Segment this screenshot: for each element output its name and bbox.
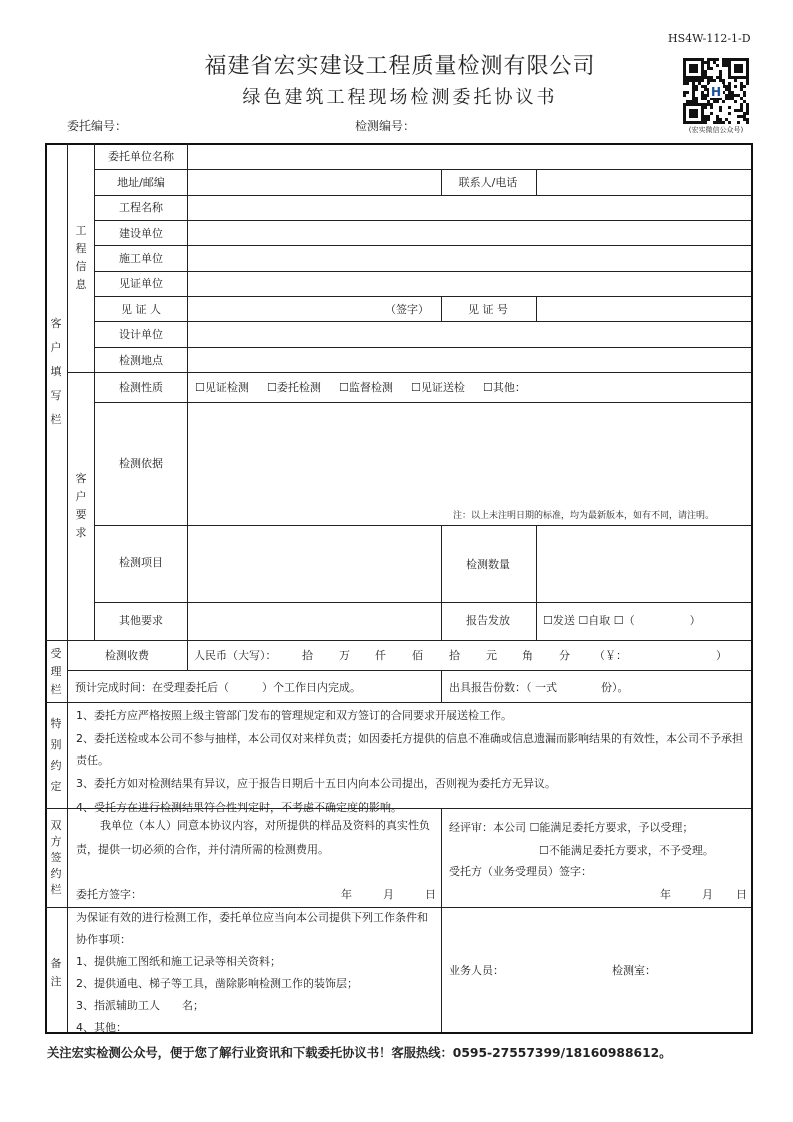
table-rule xyxy=(67,670,751,671)
year-label: 年 xyxy=(660,888,671,901)
table-rule xyxy=(94,402,751,403)
table-rule xyxy=(441,296,442,321)
signature-label: （签字） xyxy=(385,303,429,316)
review-accept[interactable]: 经评审：本公司 ☐能满足委托方要求，予以受理； xyxy=(449,821,694,834)
table-rule xyxy=(45,702,751,703)
witness-number-label: 见 证 号 xyxy=(468,303,508,316)
fee-unit: 元 xyxy=(486,649,497,662)
witness-unit-label: 见证单位 xyxy=(119,277,163,290)
designer-label: 设计单位 xyxy=(119,328,163,341)
table-rule xyxy=(536,525,537,640)
remarks-list xyxy=(76,907,436,1039)
report-copies: 出具报告份数：（ 一式 份）。 xyxy=(449,681,629,694)
report-delivery-label: 报告发放 xyxy=(466,614,510,627)
nature-option[interactable]: ☐委托检测 xyxy=(267,381,321,394)
nature-option[interactable]: ☐监督检测 xyxy=(339,381,393,394)
nature-option[interactable]: ☐见证检测 xyxy=(195,381,249,394)
staff-label: 业务人员： xyxy=(449,964,504,977)
table-rule xyxy=(94,602,751,603)
company-title: 福建省宏实建设工程质量检测有限公司 xyxy=(204,54,596,79)
table-rule xyxy=(94,245,751,246)
table-rule xyxy=(536,296,537,321)
term-item: 1、委托方应严格按照上级主管部门发布的管理规定和双方签订的合同要求开展送检工作。 xyxy=(76,709,512,722)
year-label: 年 xyxy=(341,888,352,901)
remark-item: 2、提供通电、梯子等工具，凿除影响检测工作的装饰层； xyxy=(76,977,358,990)
report-delivery-options[interactable]: ☐发送 ☐自取 ☐（ ） xyxy=(543,614,701,627)
completion-time: 预计完成时间：在受理委托后（ ）个工作日内完成。 xyxy=(75,681,361,694)
table-rule xyxy=(94,347,751,348)
table-rule xyxy=(94,271,751,272)
table-rule xyxy=(536,169,537,195)
table-rule xyxy=(187,143,188,640)
entrust-number-label: 委托编号： xyxy=(67,119,128,133)
nature-option[interactable]: ☐见证送检 xyxy=(411,381,465,394)
fee-unit: 角 xyxy=(522,649,533,662)
contact-label: 联系人/电话 xyxy=(458,176,518,189)
remark-item: 1、提供施工图纸和施工记录等相关资料； xyxy=(76,955,281,968)
fee-unit: 万 xyxy=(339,649,350,662)
qr-caption: (宏实微信公众号) xyxy=(688,126,744,134)
agent-sign-label: 受托方（业务受理员）签字： xyxy=(449,865,592,878)
section-label-acceptance: 受理栏 xyxy=(50,647,62,696)
location-label: 检测地点 xyxy=(119,354,163,367)
table-rule xyxy=(94,195,751,196)
fee-unit: 仟 xyxy=(375,649,386,662)
project-info-label: 工程信息 xyxy=(75,224,87,291)
term-item: 4、受托方在进行检测结果符合性判定时，不考虑不确定度的影响。 xyxy=(76,801,402,814)
table-rule xyxy=(94,143,95,640)
section-label-terms: 特别约定 xyxy=(50,717,62,793)
footer-hotline: 关注宏实检测公众号，便于您了解行业资讯和下载委托协议书！客服热线：0595-27557399/18160988612。 xyxy=(47,1046,672,1060)
table-rule xyxy=(94,321,751,322)
day-label: 日 xyxy=(736,888,747,901)
fee-figure: （￥： xyxy=(594,649,627,662)
fee-unit: 拾 xyxy=(302,649,313,662)
remarks-intro: 为保证有效的进行检测工作，委托单位应当向本公司提供下列工作条件和协作事项： xyxy=(76,911,428,946)
lab-label: 检测室： xyxy=(612,964,656,977)
owner-label: 建设单位 xyxy=(119,227,163,240)
basis-label: 检测依据 xyxy=(119,457,163,470)
table-rule xyxy=(67,372,751,373)
nature-option[interactable]: ☐其他： xyxy=(483,381,526,394)
section-label-remarks: 备注 xyxy=(50,957,62,988)
table-rule xyxy=(441,808,442,1032)
fee-close: ） xyxy=(716,649,727,662)
address-label: 地址/邮编 xyxy=(117,176,165,189)
table-rule xyxy=(441,169,442,195)
requirements-label: 客户要求 xyxy=(75,472,87,539)
table-rule xyxy=(45,640,751,641)
remark-item: 3、指派辅助工人 名； xyxy=(76,999,204,1012)
nature-label: 检测性质 xyxy=(119,381,163,394)
client-name-label: 委托单位名称 xyxy=(108,150,174,163)
basis-note: 注：以上未注明日期的标准，均为最新版本，如有不同，请注明。 xyxy=(453,511,715,521)
term-item: 3、委托方如对检测结果有异议，应于报告日期后十五日内向本公司提出，否则视为委托方无异议。 xyxy=(76,777,556,790)
fee-label: 检测收费 xyxy=(105,649,149,662)
table-rule xyxy=(94,220,751,221)
witness-label: 见 证 人 xyxy=(121,303,161,316)
fee-text: 人民币（大写）： xyxy=(194,649,277,662)
constructor-label: 施工单位 xyxy=(119,252,163,265)
qr-code-icon xyxy=(683,58,749,124)
month-label: 月 xyxy=(702,888,713,901)
table-rule xyxy=(441,525,442,640)
project-name-label: 工程名称 xyxy=(119,201,163,214)
fee-unit: 分 xyxy=(559,649,570,662)
form-title: 绿色建筑工程现场检测委托协议书 xyxy=(242,87,558,108)
document-code: HS4W-112-1-D xyxy=(668,32,751,45)
table-rule xyxy=(67,143,68,1032)
table-rule xyxy=(94,296,751,297)
section-label-signing: 双方签约栏 xyxy=(50,819,62,896)
client-sign-label: 委托方签字： xyxy=(76,888,142,901)
other-requirements-label: 其他要求 xyxy=(119,614,163,627)
fee-unit: 拾 xyxy=(449,649,460,662)
day-label: 日 xyxy=(425,888,436,901)
remark-item: 4、其他： xyxy=(76,1021,127,1034)
test-number-label: 检测编号： xyxy=(355,119,416,133)
items-label: 检测项目 xyxy=(119,556,163,569)
table-rule xyxy=(94,525,751,526)
terms-list xyxy=(76,704,746,820)
table-rule xyxy=(94,169,751,170)
section-label-customer: 客户填写栏 xyxy=(50,317,62,426)
svg-text:H: H xyxy=(710,85,722,99)
fee-unit: 佰 xyxy=(412,649,423,662)
client-statement: 我单位（本人）同意本协议内容，对所提供的样品及资料的真实性负责，提供一切必须的合作，并付清所需的检测费用。 xyxy=(76,819,430,856)
term-item: 2、委托送检或本公司不参与抽样，本公司仅对来样负责；如因委托方提供的信息不准确或信息遗漏而影响结果的有效性，本公司不予承担责任。 xyxy=(76,732,743,767)
quantity-label: 检测数量 xyxy=(466,558,510,571)
table-rule xyxy=(187,640,188,670)
review-reject[interactable]: ☐不能满足委托方要求，不予受理。 xyxy=(539,844,714,857)
table-rule xyxy=(441,670,442,702)
month-label: 月 xyxy=(383,888,394,901)
